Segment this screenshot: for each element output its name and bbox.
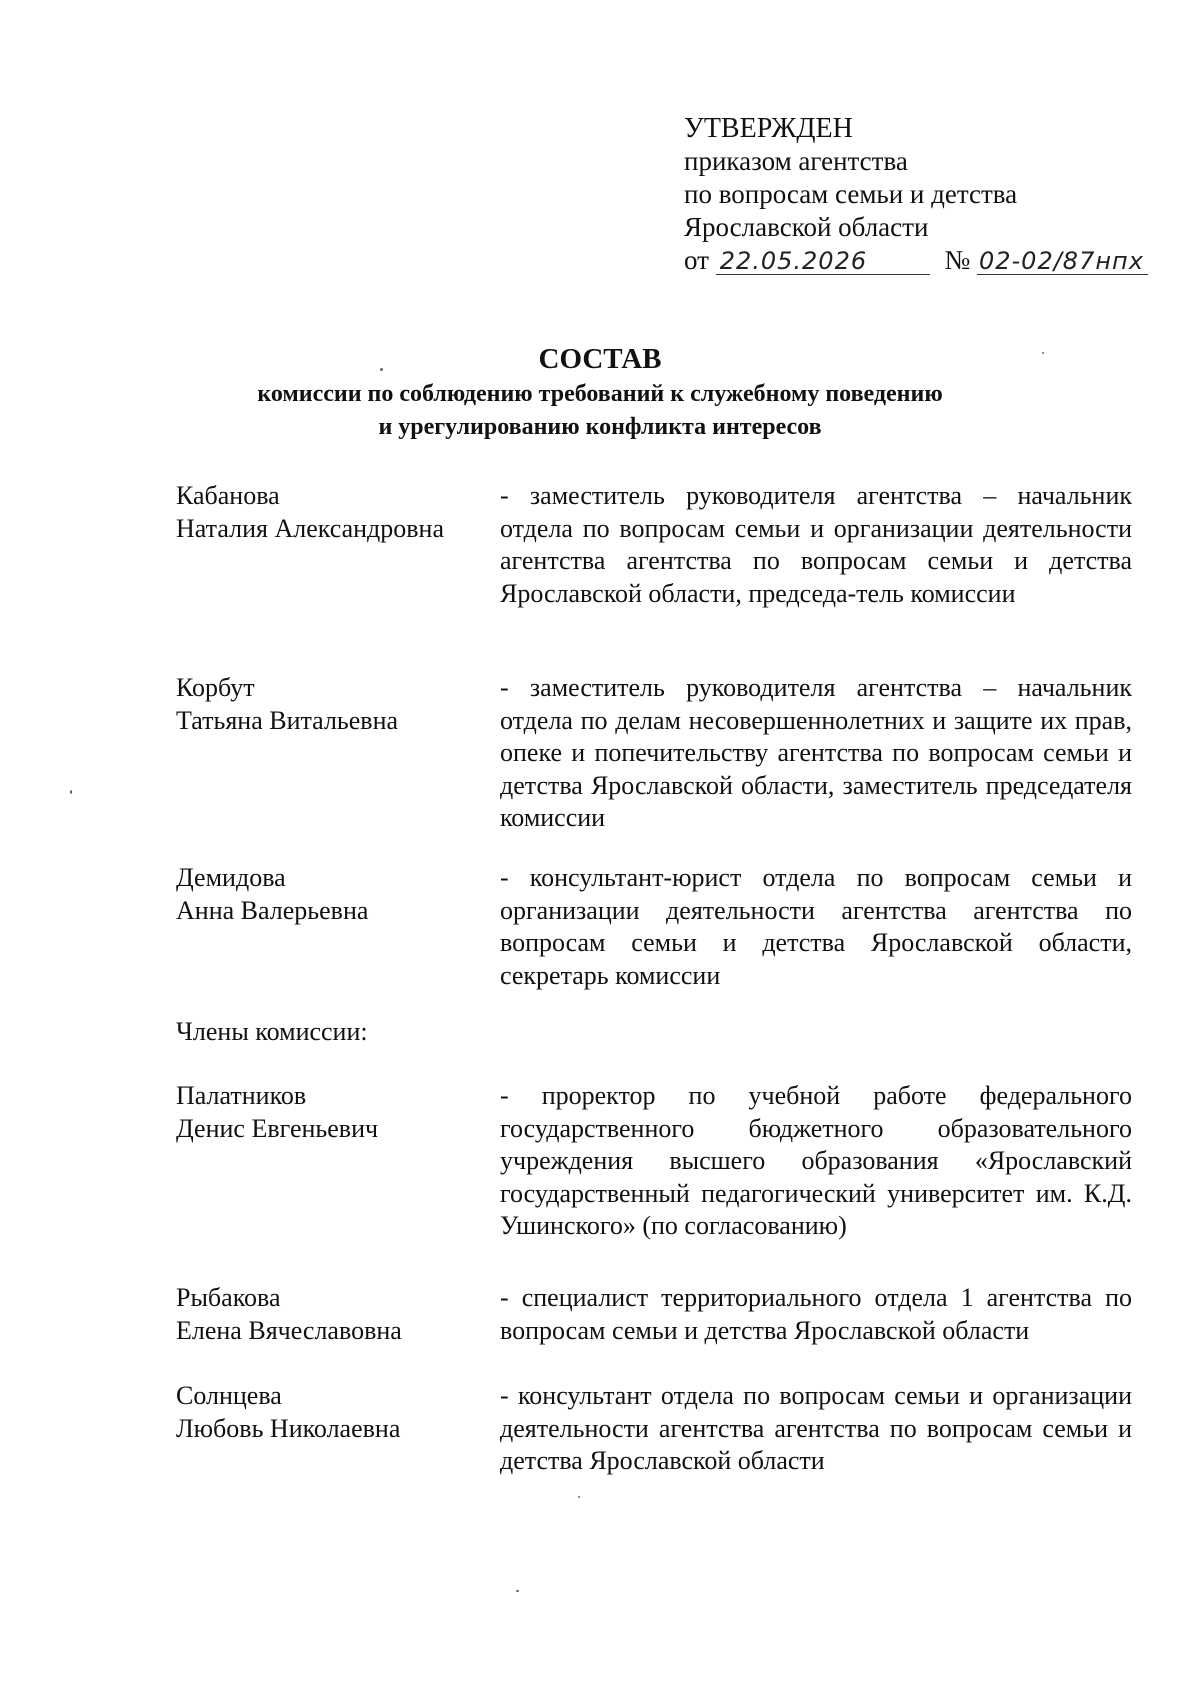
member-given-names: Любовь Николаевна — [176, 1413, 401, 1443]
document-header — [0, 340, 1200, 444]
approval-line-order: приказом агентства — [684, 146, 908, 176]
document-heading: СОСТАВ — [538, 343, 662, 375]
document-subheading-line-1: комиссии по соблюдению требований к служебному поведению — [257, 381, 943, 407]
approval-line-region: Ярославской области — [684, 212, 929, 242]
number-prefix: № — [944, 245, 971, 275]
member-name — [176, 862, 486, 927]
approval-stamp-block — [684, 112, 1148, 277]
member-given-names: Анна Валерьевна — [176, 895, 369, 925]
document-subheading-line-2: и урегулированию конфликта интересов — [378, 414, 822, 440]
handwritten-order-number: 02-02/87нпх — [977, 248, 1148, 275]
member-given-names: Денис Евгеньевич — [176, 1113, 379, 1143]
member-role: - специалист территориального отдела 1 агентства по вопросам семьи и детства Ярославской области — [500, 1283, 1132, 1345]
member-name — [176, 480, 486, 545]
member-name — [176, 1282, 486, 1347]
scan-speck — [578, 1496, 580, 1498]
member-role: - проректор по учебной работе федерального государственного бюджетного образовательного учреждения высшего образования «Ярославский государственный педагогический университет им. К.Д. Ушинского» (по согласованию) — [500, 1081, 1132, 1240]
members-section-label: Члены комиссии: — [176, 1017, 368, 1046]
member-surname: Солнцева — [176, 1381, 282, 1410]
scan-speck — [380, 368, 383, 371]
member-given-names: Елена Вячеславовна — [176, 1315, 402, 1345]
member-name — [176, 672, 486, 737]
approval-line-agency: по вопросам семьи и детства — [684, 179, 1018, 209]
member-name — [176, 1080, 486, 1145]
member-name — [176, 1380, 486, 1445]
scan-speck — [1042, 352, 1044, 354]
member-surname: Рыбакова — [176, 1283, 281, 1312]
member-role: - заместитель руководителя агентства – начальник отдела по вопросам семьи и организации деятельности агентства агентства по вопросам семьи и детства Ярославской области, председа-тель комиссии — [500, 481, 1132, 608]
approval-date-number-line — [684, 244, 1148, 277]
scan-speck — [70, 790, 72, 794]
member-given-names: Наталия Александровна — [176, 513, 444, 543]
date-prefix: от — [684, 245, 709, 275]
member-surname: Демидова — [176, 863, 286, 892]
member-surname: Кабанова — [176, 481, 280, 510]
member-given-names: Татьяна Витальевна — [176, 705, 399, 735]
handwritten-date: 22.05.2026 — [716, 248, 930, 275]
approval-title: УТВЕРЖДЕН — [684, 113, 853, 144]
scan-speck — [516, 1590, 519, 1592]
member-surname: Палатников — [176, 1081, 307, 1110]
member-role: - заместитель руководителя агентства – начальник отдела по делам несовершеннолетних и защите их прав, опеке и попечительству агентства по вопросам семьи и детства Ярославской области, заместитель председателя комиссии — [500, 673, 1132, 832]
member-role: - консультант-юрист отдела по вопросам семьи и организации деятельности агентства агентства по вопросам семьи и детства Ярославской области, секретарь комиссии — [500, 863, 1132, 990]
member-role: - консультант отдела по вопросам семьи и организации деятельности агентства агентства по вопросам семьи и детства Ярославской области — [500, 1381, 1132, 1475]
member-surname: Корбут — [176, 673, 255, 702]
